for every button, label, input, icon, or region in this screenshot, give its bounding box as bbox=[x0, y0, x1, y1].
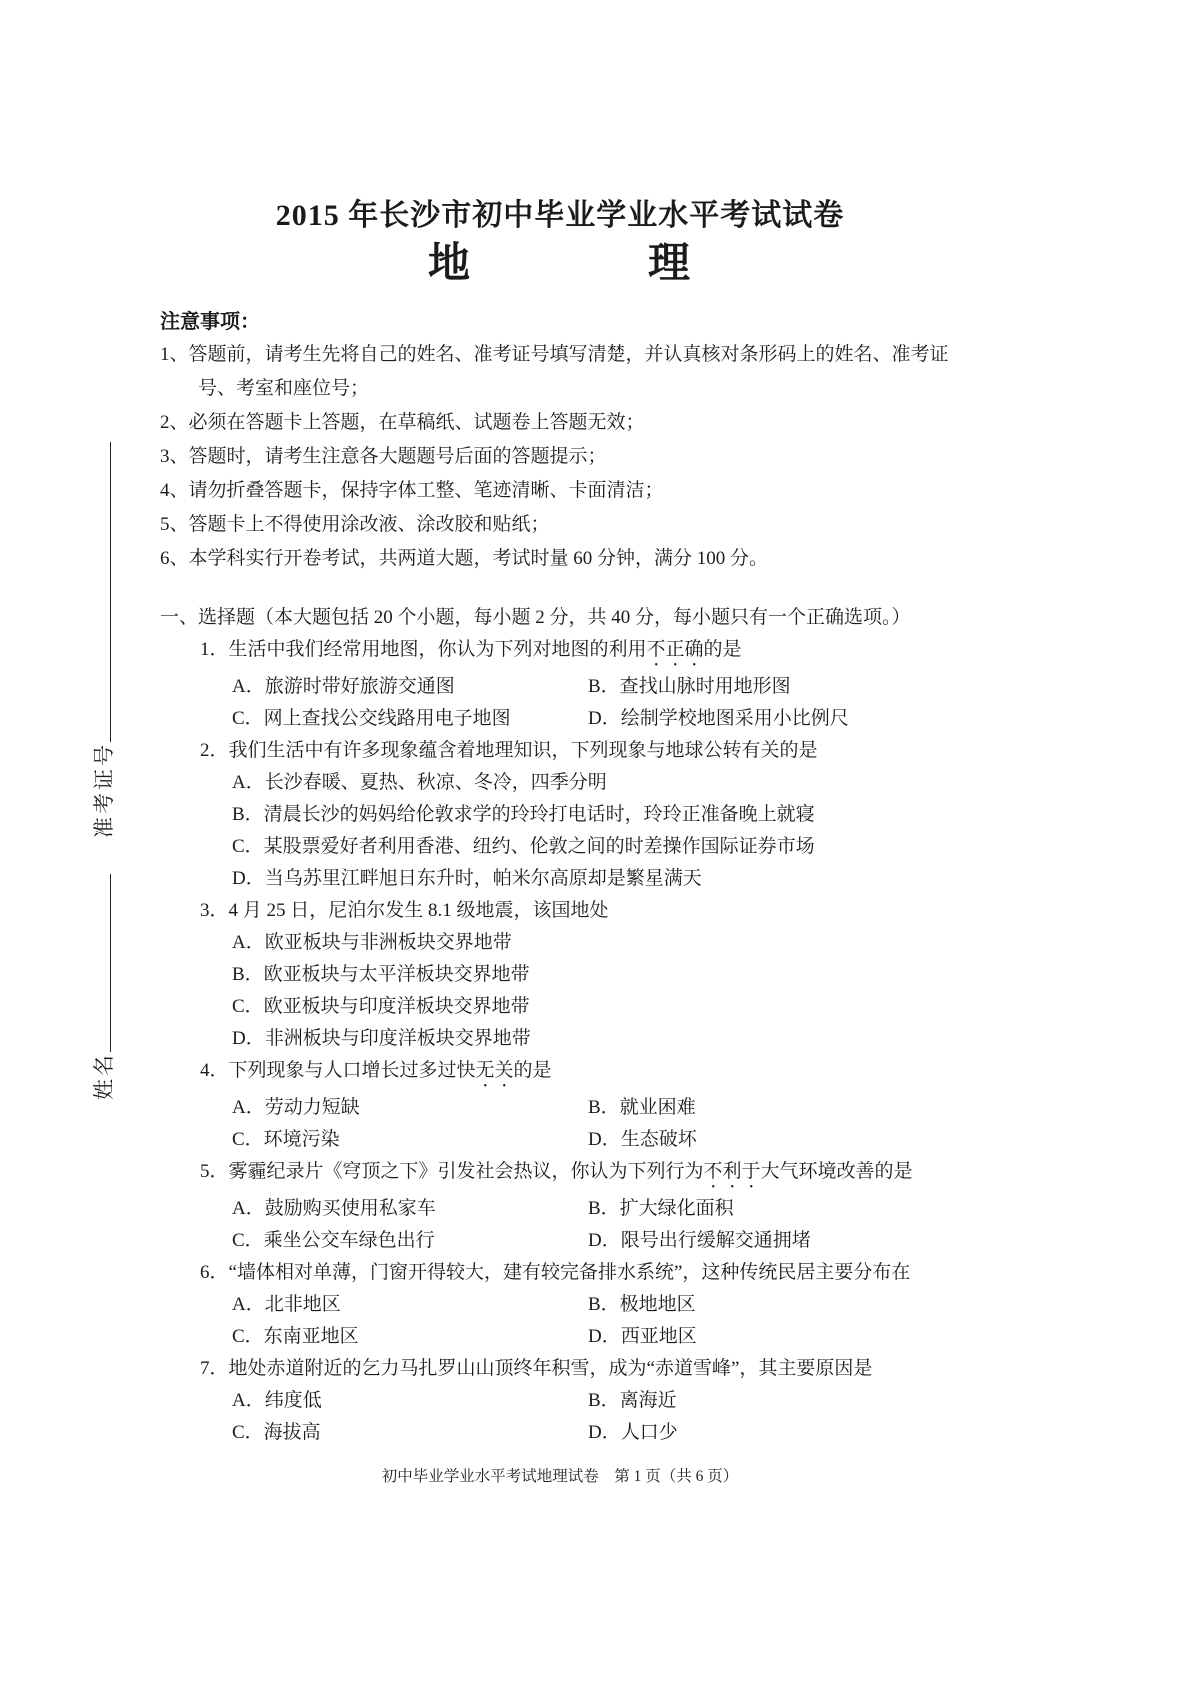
name-fill-line bbox=[106, 874, 111, 1052]
option-5-B: B．扩大绿化面积 bbox=[588, 1198, 734, 1219]
question-7-options bbox=[232, 1385, 960, 1449]
option-3-B: B．欧亚板块与太平洋板块交界地带 bbox=[232, 964, 530, 985]
name-label: 姓名 bbox=[92, 1052, 116, 1100]
question-5-stem bbox=[200, 1156, 960, 1193]
option-1-A: A．旅游时带好旅游交通图 bbox=[232, 676, 455, 697]
notice-item-5: 5、答题卡上不得使用涂改液、涂改胶和贴纸； bbox=[160, 514, 550, 535]
question-3-options bbox=[232, 927, 960, 1055]
notice-item-3: 3、答题时，请考生注意各大题题号后面的答题提示； bbox=[160, 446, 607, 467]
stem-text: 地处赤道附近的乞力马扎罗山山顶终年积雪，成为“赤道雪峰”，其主要原因是 bbox=[228, 1358, 873, 1379]
question-6-stem bbox=[200, 1257, 960, 1289]
exam-id-label: 准考证号 bbox=[92, 742, 116, 838]
option-row bbox=[232, 1193, 960, 1225]
option-4-A: A．劳动力短缺 bbox=[232, 1097, 360, 1118]
question-5-options bbox=[232, 1193, 960, 1257]
option-3-A: A．欧亚板块与非洲板块交界地带 bbox=[232, 932, 512, 953]
option-row bbox=[232, 1092, 960, 1124]
question-4-number: 4． bbox=[200, 1060, 229, 1081]
option-row bbox=[232, 671, 960, 703]
option-2-A: A．长沙春暖、夏热、秋凉、冬冷，四季分明 bbox=[232, 772, 607, 793]
question-3 bbox=[200, 895, 960, 1055]
option-row bbox=[232, 1289, 960, 1321]
question-2-stem bbox=[200, 735, 960, 767]
option-5-C: C．乘坐公交车绿色出行 bbox=[232, 1230, 435, 1251]
question-2 bbox=[200, 735, 960, 895]
option-row bbox=[232, 1225, 960, 1257]
notice-section bbox=[160, 306, 960, 576]
question-6-number: 6． bbox=[200, 1262, 229, 1283]
question-4 bbox=[200, 1055, 960, 1156]
question-1-number: 1． bbox=[200, 639, 229, 660]
stem-text: 的是 bbox=[513, 1060, 552, 1081]
exam-id-fill-line bbox=[106, 442, 111, 742]
exam-page bbox=[160, 196, 960, 1489]
option-7-B: B．离海近 bbox=[588, 1390, 677, 1411]
notice-item-2: 2、必须在答题卡上答题，在草稿纸、试题卷上答题无效； bbox=[160, 412, 645, 433]
question-3-stem bbox=[200, 895, 960, 927]
option-4-D: D．生态破坏 bbox=[588, 1129, 697, 1150]
option-4-C: C．环境污染 bbox=[232, 1129, 340, 1150]
page-footer: 初中毕业学业水平考试地理试卷 第 1 页（共 6 页） bbox=[381, 1468, 739, 1485]
option-6-D: D．西亚地区 bbox=[588, 1326, 697, 1347]
option-6-A: A．北非地区 bbox=[232, 1294, 341, 1315]
option-row bbox=[232, 1385, 960, 1417]
question-1-stem bbox=[200, 634, 960, 671]
question-7 bbox=[200, 1353, 960, 1449]
notice-item-6: 6、本学科实行开卷考试，共两道大题，考试时量 60 分钟，满分 100 分。 bbox=[160, 548, 769, 569]
question-list bbox=[160, 634, 960, 1449]
question-7-number: 7． bbox=[200, 1358, 229, 1379]
question-2-number: 2． bbox=[200, 740, 229, 761]
name-field bbox=[91, 874, 117, 1100]
stem-text: 我们生活中有许多现象蕴含着地理知识，下列现象与地球公转有关的是 bbox=[228, 740, 818, 761]
option-6-B: B．极地地区 bbox=[588, 1294, 696, 1315]
option-1-C: C．网上查找公交线路用电子地图 bbox=[232, 708, 511, 729]
page-title: 2015 年长沙市初中毕业学业水平考试试卷 bbox=[275, 199, 845, 232]
stem-emphasized-text: 不利于 bbox=[703, 1161, 761, 1182]
question-4-stem bbox=[200, 1055, 960, 1092]
stem-text: 4 月 25 日，尼泊尔发生 8.1 级地震，该国地处 bbox=[228, 900, 609, 921]
question-2-options bbox=[232, 767, 960, 895]
stem-text: 的是 bbox=[703, 639, 742, 660]
option-4-B: B．就业困难 bbox=[588, 1097, 696, 1118]
question-5-number: 5． bbox=[200, 1161, 229, 1182]
notice-item-1: 1、答题前，请考生先将自己的姓名、准考证号填写清楚，并认真核对条形码上的姓名、准考证号、考室和座位号； bbox=[160, 344, 949, 399]
option-3-C: C．欧亚板块与印度洋板块交界地带 bbox=[232, 996, 530, 1017]
option-5-A: A．鼓励购买使用私家车 bbox=[232, 1198, 436, 1219]
notice-items bbox=[160, 338, 960, 576]
stem-text: 雾霾纪录片《穹顶之下》引发社会热议，你认为下列行为 bbox=[228, 1161, 704, 1182]
notice-heading: 注意事项： bbox=[160, 311, 260, 333]
option-1-B: B．查找山脉时用地形图 bbox=[588, 676, 791, 697]
option-5-D: D．限号出行缓解交通拥堵 bbox=[588, 1230, 811, 1251]
subject-title: 地 理 bbox=[427, 241, 692, 287]
option-6-C: C．东南亚地区 bbox=[232, 1326, 359, 1347]
question-4-options bbox=[232, 1092, 960, 1156]
option-7-C: C．海拔高 bbox=[232, 1422, 321, 1443]
option-2-B: B．清晨长沙的妈妈给伦敦求学的玲玲打电话时，玲玲正准备晚上就寝 bbox=[232, 804, 815, 825]
stem-text: 生活中我们经常用地图，你认为下列对地图的利用 bbox=[228, 639, 647, 660]
option-3-D: D．非洲板块与印度洋板块交界地带 bbox=[232, 1028, 531, 1049]
stem-text: 大气环境改善的是 bbox=[760, 1161, 913, 1182]
question-3-number: 3． bbox=[200, 900, 229, 921]
question-5 bbox=[200, 1156, 960, 1257]
option-row bbox=[232, 1124, 960, 1156]
section-heading: 一、选择题（本大题包括 20 个小题，每小题 2 分，共 40 分，每小题只有一个正确选项。） bbox=[160, 607, 911, 628]
stem-text: 下列现象与人口增长过多过快 bbox=[228, 1060, 476, 1081]
stem-text: “墙体相对单薄，门窗开得较大，建有较完备排水系统”，这种传统民居主要分布在 bbox=[228, 1262, 911, 1283]
exam-id-field bbox=[91, 442, 117, 838]
question-1-options bbox=[232, 671, 960, 735]
question-7-stem bbox=[200, 1353, 960, 1385]
option-row bbox=[232, 1321, 960, 1353]
stem-emphasized-text: 不正确 bbox=[646, 639, 704, 660]
stem-emphasized-text: 无关 bbox=[475, 1060, 514, 1081]
option-row bbox=[232, 703, 960, 735]
option-1-D: D．绘制学校地图采用小比例尺 bbox=[588, 708, 849, 729]
question-1 bbox=[200, 634, 960, 735]
option-2-D: D．当乌苏里江畔旭日东升时，帕米尔高原却是繁星满天 bbox=[232, 868, 702, 889]
notice-item-4: 4、请勿折叠答题卡，保持字体工整、笔迹清晰、卡面清洁； bbox=[160, 480, 664, 501]
option-7-D: D．人口少 bbox=[588, 1422, 678, 1443]
option-7-A: A．纬度低 bbox=[232, 1390, 322, 1411]
question-6-options bbox=[232, 1289, 960, 1353]
option-row bbox=[232, 1417, 960, 1449]
question-6 bbox=[200, 1257, 960, 1353]
option-2-C: C．某股票爱好者利用香港、纽约、伦敦之间的时差操作国际证券市场 bbox=[232, 836, 815, 857]
